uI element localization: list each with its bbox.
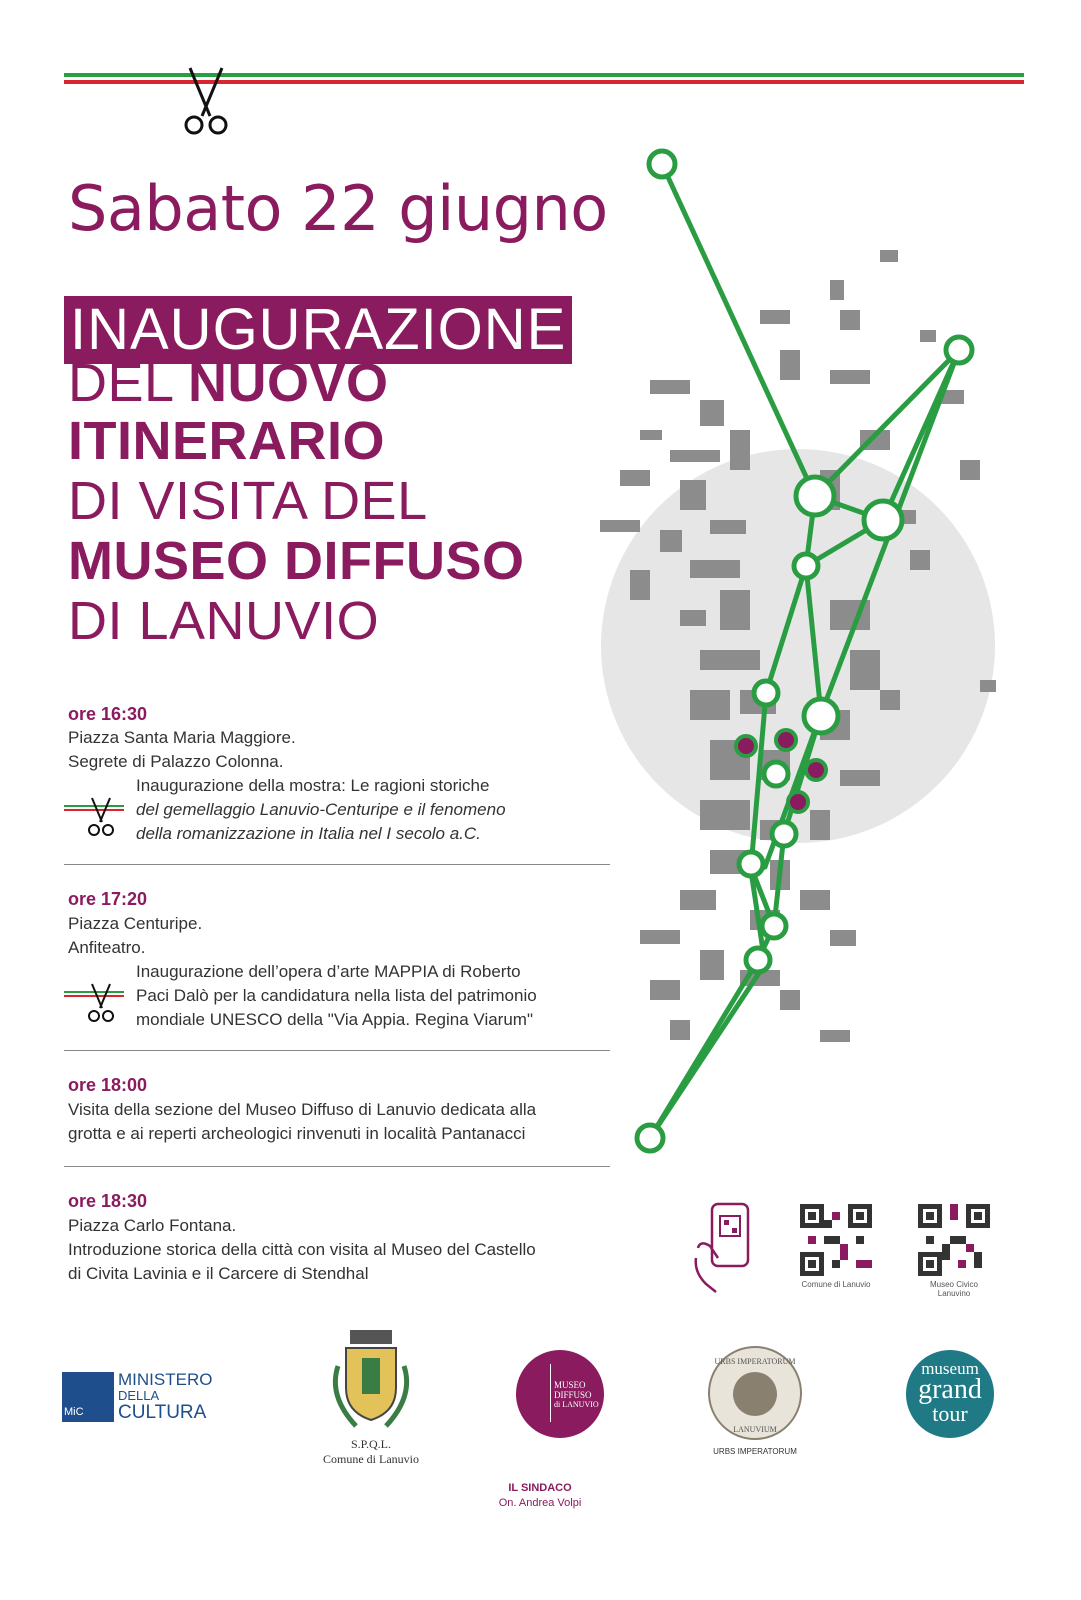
mic-small-label: MiC [64,1406,84,1418]
medallion-bottom-text: LANUVIUM [733,1425,777,1434]
mic-line-3: CULTURA [118,1402,207,1423]
museo-divider [550,1364,551,1422]
event-1-desc-3: della romanizzazione in Italia nel I secolo a.C. [136,824,481,843]
title-inaugurazione: INAUGURAZIONE [64,296,572,364]
event-2-desc-2: Paci Dalò per la candidatura nella lista del patrimonio [136,986,537,1005]
title-line-1-bold: NUOVO [188,353,389,413]
footer-sindaco-title: IL SINDACO [508,1482,572,1494]
event-3-time: ore 18:00 [68,1075,148,1095]
event-1-location: Segrete di Palazzo Colonna. [68,752,284,771]
logo-museum-grand-tour [906,1350,994,1438]
museo-line-1: MUSEO [554,1380,586,1390]
separator [64,1050,610,1051]
separator [64,864,610,865]
comune-name: Comune di Lanuvio [323,1452,419,1466]
event-2-location: Anfiteatro. [68,938,146,957]
scissors-icon [176,62,236,142]
event-1-desc-2: del gemellaggio Lanuvio-Centuripe e il fenomeno [136,800,506,819]
title-line-1-light: DEL [68,353,189,413]
event-2-time: ore 17:20 [68,889,148,909]
qr-code-comune[interactable] [800,1204,872,1276]
qr-caption-museo: Museo Civico Lanuvino [929,1280,978,1298]
event-1-time: ore 16:30 [68,704,148,724]
event-date: Sabato 22 giugno [68,172,608,245]
event-1-desc-1: Inaugurazione della mostra: Le ragioni storiche [136,776,490,795]
event-4-place: Piazza Carlo Fontana. [68,1216,237,1235]
qr-code-museo[interactable] [918,1204,990,1276]
footer-sindaco-name: On. Andrea Volpi [498,1497,582,1509]
phone-scan-icon [690,1200,760,1296]
title-line-1 [68,352,389,414]
logo-museo-diffuso [516,1350,604,1438]
medallion-top-text: URBS IMPERATORUM [714,1357,796,1366]
grand-tour-line-2: grand [918,1374,982,1405]
mic-line-1: MINISTERO [118,1370,213,1389]
title-line-5: DI LANUVIO [68,591,380,651]
logo-comune-lanuvio [316,1326,426,1472]
event-2-desc-1: Inaugurazione dell’opera d’arte MAPPIA di Roberto [136,962,521,981]
title-line-2-bold: ITINERARIO [68,411,386,471]
title-line-3: DI VISITA DEL [68,471,428,531]
urbs-caption: URBS IMPERATORUM [713,1447,797,1456]
logo-urbs-imperatorum [706,1344,804,1460]
grand-tour-line-1: museum [921,1359,979,1378]
event-1-place: Piazza Santa Maria Maggiore. [68,728,296,747]
title-line-4 [68,530,525,592]
logo-ministero-cultura [62,1370,232,1426]
coat-of-arms-icon [316,1326,426,1432]
museo-line-2: DIFFUSO [554,1390,592,1400]
medallion-icon [706,1344,804,1442]
event-2-desc-3: mondiale UNESCO della "Via Appia. Regina Viarum" [136,1010,533,1029]
event-3-line-2: grotta e ai reperti archeologici rinvenuti in località Pantanacci [68,1124,526,1143]
qr-caption-comune: Comune di Lanuvio [801,1280,871,1289]
grand-tour-line-3: tour [932,1401,968,1426]
event-4-time: ore 18:30 [68,1191,148,1211]
title-line-2 [68,410,385,472]
ribbon-cutting-icon [64,982,124,1026]
event-2-place: Piazza Centuripe. [68,914,203,933]
itinerary-map [580,130,1020,1170]
event-3-line-1: Visita della sezione del Museo Diffuso di Lanuvio dedicata alla [68,1100,537,1119]
title-line-4-bold: MUSEO DIFFUSO [68,531,525,591]
museo-line-3: di LANUVIO [554,1400,599,1409]
event-4-line-3: di Civita Lavinia e il Carcere di Stendhal [68,1264,369,1283]
mic-line-2: DELLA [118,1388,160,1403]
event-4-line-2: Introduzione storica della città con visita al Museo del Castello [68,1240,536,1259]
separator [64,1166,610,1167]
ribbon-cutting-icon [64,796,124,840]
comune-spql: S.P.Q.L. [350,1437,391,1451]
